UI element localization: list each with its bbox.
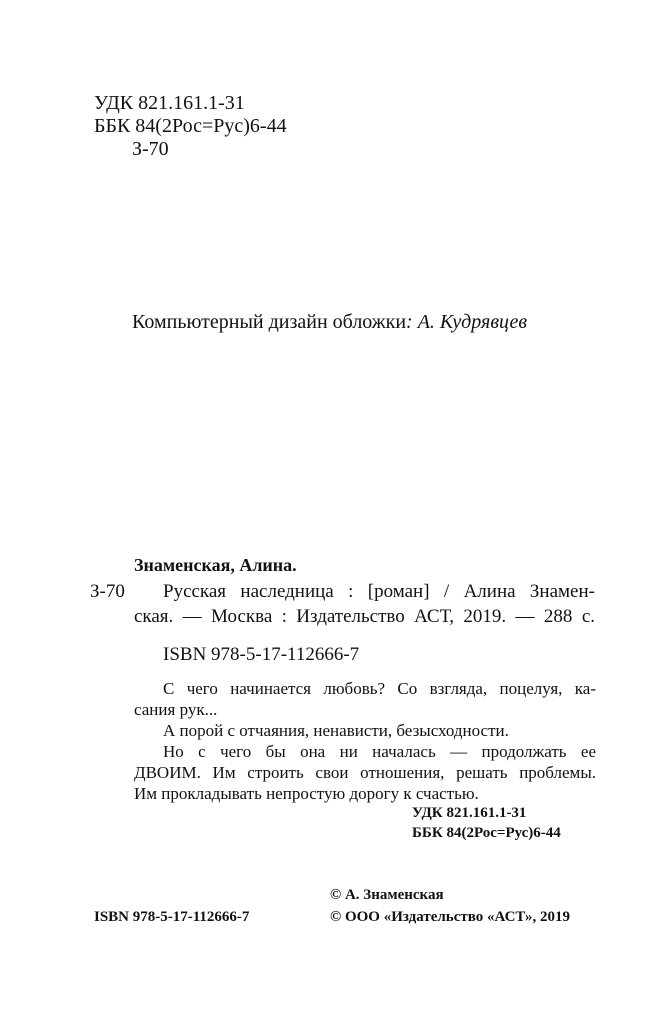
footer-isbn: ISBN 978-5-17-112666-7 [94,909,250,925]
copyright-publisher: © ООО «Издательство «АСТ», 2019 [330,909,571,925]
annotation-line-6: Им прокладывать непростую дорогу к счастью. [134,784,479,803]
card-title-line-1: Русская наследница : [роман] / Алина Знамен- [163,581,595,602]
card-udk: УДК 821.161.1-31 [412,805,527,821]
annotation-line-3: А порой с отчаяния, ненависти, безысходности. [163,721,509,740]
card-author: Знаменская, Алина. [134,555,297,575]
header-udk: УДК 821.161.1-31 [94,92,245,114]
header-bbk: ББК 84(2Рос=Рус)6-44 [94,115,287,137]
header-author-mark: З-70 [132,138,169,160]
annotation-line-5: ДВОИМ. Им строить свои отношения, решать проблемы. [134,763,596,782]
cover-design-credit [132,311,527,334]
card-title-line-2: ская. — Москва : Издательство АСТ, 2019. — 288 с. [134,606,595,627]
annotation-line-4: Но с чего бы она ни началась — продолжать ее [163,742,596,761]
annotation-line-1: С чего начинается любовь? Со взгляда, поцелуя, ка- [163,679,596,698]
annotation-line-2: сания рук... [134,700,218,719]
cover-design-label: Компьютерный дизайн обложки [132,311,407,333]
card-mark: З-70 [90,581,125,602]
card-isbn: ISBN 978-5-17-112666-7 [163,644,360,665]
card-bbk: ББК 84(2Рос=Рус)6-44 [412,825,561,841]
cover-designer-name: : А. Кудрявцев [406,311,528,333]
copyright-author: © А. Знаменская [330,887,444,903]
